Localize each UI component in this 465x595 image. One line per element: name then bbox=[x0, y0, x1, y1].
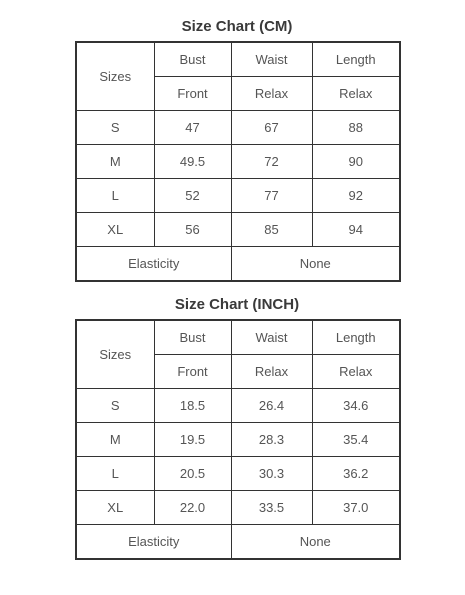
size-table bbox=[75, 319, 401, 560]
waist-cell: 85 bbox=[231, 213, 312, 247]
length-cell: 37.0 bbox=[312, 491, 400, 525]
elasticity-label: Elasticity bbox=[76, 247, 231, 282]
header-waist: Waist bbox=[231, 320, 312, 355]
header-bust: Bust bbox=[154, 42, 231, 77]
bust-cell: 22.0 bbox=[154, 491, 231, 525]
length-cell: 92 bbox=[312, 179, 400, 213]
chart-title: Size Chart (INCH) bbox=[174, 296, 300, 313]
elasticity-row bbox=[76, 525, 400, 560]
table-row bbox=[76, 423, 400, 457]
subheader-bust: Front bbox=[154, 355, 231, 389]
waist-cell: 72 bbox=[231, 145, 312, 179]
table-row bbox=[76, 491, 400, 525]
length-cell: 36.2 bbox=[312, 457, 400, 491]
size-cell: M bbox=[76, 145, 154, 179]
waist-cell: 28.3 bbox=[231, 423, 312, 457]
table-row bbox=[76, 145, 400, 179]
subheader-length: Relax bbox=[312, 355, 400, 389]
size-cell: L bbox=[76, 457, 154, 491]
table-row bbox=[76, 213, 400, 247]
size-cell: XL bbox=[76, 491, 154, 525]
sizes-header: Sizes bbox=[76, 42, 154, 111]
table-row bbox=[76, 111, 400, 145]
elasticity-value: None bbox=[231, 525, 400, 560]
sizes-header: Sizes bbox=[76, 320, 154, 389]
size-chart-cm bbox=[75, 16, 399, 282]
bust-cell: 56 bbox=[154, 213, 231, 247]
bust-cell: 49.5 bbox=[154, 145, 231, 179]
table-row bbox=[76, 179, 400, 213]
length-cell: 90 bbox=[312, 145, 400, 179]
waist-cell: 67 bbox=[231, 111, 312, 145]
length-cell: 34.6 bbox=[312, 389, 400, 423]
header-waist: Waist bbox=[231, 42, 312, 77]
bust-cell: 20.5 bbox=[154, 457, 231, 491]
elasticity-row bbox=[76, 247, 400, 282]
bust-cell: 19.5 bbox=[154, 423, 231, 457]
subheader-length: Relax bbox=[312, 77, 400, 111]
elasticity-label: Elasticity bbox=[76, 525, 231, 560]
header-row bbox=[76, 42, 400, 77]
table-row bbox=[76, 389, 400, 423]
header-bust: Bust bbox=[154, 320, 231, 355]
bust-cell: 52 bbox=[154, 179, 231, 213]
chart-title: Size Chart (CM) bbox=[181, 18, 293, 35]
subheader-waist: Relax bbox=[231, 77, 312, 111]
length-cell: 35.4 bbox=[312, 423, 400, 457]
bust-cell: 18.5 bbox=[154, 389, 231, 423]
size-cell: L bbox=[76, 179, 154, 213]
waist-cell: 77 bbox=[231, 179, 312, 213]
size-table bbox=[75, 41, 401, 282]
size-cell: XL bbox=[76, 213, 154, 247]
length-cell: 94 bbox=[312, 213, 400, 247]
waist-cell: 30.3 bbox=[231, 457, 312, 491]
header-row bbox=[76, 320, 400, 355]
waist-cell: 26.4 bbox=[231, 389, 312, 423]
header-length: Length bbox=[312, 42, 400, 77]
waist-cell: 33.5 bbox=[231, 491, 312, 525]
subheader-waist: Relax bbox=[231, 355, 312, 389]
size-chart-inch bbox=[75, 294, 399, 560]
elasticity-value: None bbox=[231, 247, 400, 282]
header-length: Length bbox=[312, 320, 400, 355]
bust-cell: 47 bbox=[154, 111, 231, 145]
table-row bbox=[76, 457, 400, 491]
length-cell: 88 bbox=[312, 111, 400, 145]
size-cell: M bbox=[76, 423, 154, 457]
size-cell: S bbox=[76, 111, 154, 145]
size-cell: S bbox=[76, 389, 154, 423]
subheader-bust: Front bbox=[154, 77, 231, 111]
